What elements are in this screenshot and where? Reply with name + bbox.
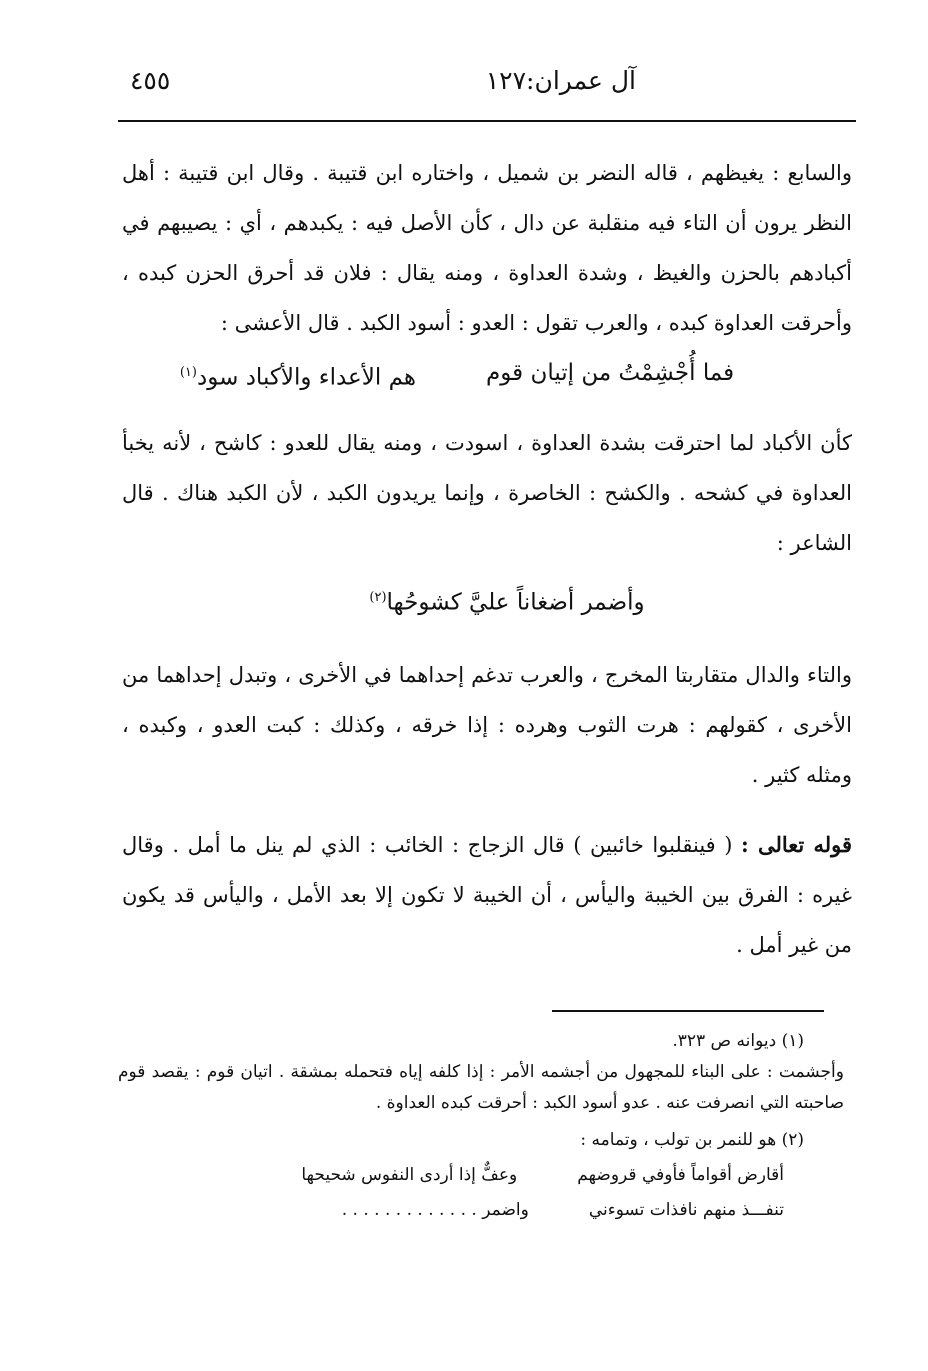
poem-row-1-second: وعفٌّ إذا أردى النفوس شحيحها bbox=[301, 1165, 518, 1185]
footnote-rule bbox=[552, 1010, 824, 1012]
footnote-marker-1: (١) bbox=[179, 365, 197, 380]
footnote-2-poem-row-2 bbox=[118, 1195, 848, 1226]
footnote-2-poem-row-1 bbox=[118, 1160, 848, 1191]
verse-1-first-hemistich: فما أُجْشِمْتُ من إتيان قوم bbox=[486, 360, 735, 386]
paragraph-3: والتاء والدال متقاربتا المخرج ، والعرب تدغم إحداهما في الأخرى ، وتبدل إحداهما من الأخرى ، كقولهم : هرت الثوب وهرده : إذا خرقه ، وكذلك : كبت العدو ، وكبده ، ومثله كثير . bbox=[122, 663, 852, 787]
footnote-2-source: (٢) هو للنمر بن تولب ، وتمامه : bbox=[580, 1130, 804, 1150]
footnotes bbox=[118, 1026, 848, 1226]
poem-row-1-first: أقارض أقواماً فأوفي قروضهم bbox=[577, 1165, 784, 1185]
paragraph-4-lead: قوله تعالى : bbox=[741, 832, 852, 857]
verse-1-second-text: هم الأعداء والأكباد سود bbox=[196, 364, 417, 391]
page-header bbox=[110, 66, 818, 106]
main-text bbox=[122, 148, 852, 970]
paragraph-4 bbox=[122, 820, 852, 970]
paragraph-1: والسابع : يغيظهم ، قاله النضر بن شميل ، واختاره ابن قتيبة . وقال ابن قتيبة : أهل النظر يرون أن التاء فيه منقلبة عن دال ، كأن الأصل فيه : يكبدهم ، أي : يصيبهم في أكبادهم بالحزن والغيظ ، وشدة العداوة ، ومنه يقال : فلان قد أحرق الحزن كبده ، وأحرقت العداوة كبده ، والعرب تقول : العدو : أسود الكبد . قال الأعشى : bbox=[122, 161, 852, 335]
footnote-1-source: (١) ديوانه ص ٣٢٣. bbox=[672, 1031, 804, 1051]
footnote-1-text: وأجشمت : على البناء للمجهول من أجشمه الأمر : إذا كلفه إياه فتحمله بمشقة . اتيان قوم : يقصد قوم صاحبته التي انصرفت عنه . عدو أسود الكبد : أحرقت كبده العداوة . bbox=[118, 1062, 844, 1113]
footnote-marker-2: (٢) bbox=[369, 590, 387, 605]
verse-1-second-hemistich bbox=[180, 348, 416, 398]
page-number: ٤٥٥ bbox=[130, 66, 171, 95]
verse-al-asha bbox=[122, 348, 852, 398]
poem-row-2-second: واضمر . . . . . . . . . . . . . bbox=[341, 1200, 529, 1220]
header-rule bbox=[118, 120, 856, 122]
surah-reference: آل عمران:١٢٧ bbox=[485, 66, 636, 95]
paragraph-4-text: ( فينقلبوا خائبين ) قال الزجاج : الخائب : الذي لم ينل ما أمل . وقال غيره : الفرق بين الخيبة واليأس ، أن الخيبة لا تكون إلا بعد الأمل ، واليأس قد يكون من غير أمل . bbox=[122, 833, 852, 957]
paragraph-2: كأن الأكباد لما احترقت بشدة العداوة ، اسودت ، ومنه يقال للعدو : كاشح ، لأنه يخبأ العداوة في كشحه . والكشح : الخاصرة ، وإنما يريدون الكبد ، لأن الكبد هناك . قال الشاعر : bbox=[122, 431, 852, 555]
verse-2-text: وأضمر أضغاناً عليَّ كشوحُها bbox=[386, 589, 645, 616]
verse-poet bbox=[122, 568, 852, 630]
poem-row-2-first: تنفـــذ منهم نافذات تسوءني bbox=[588, 1200, 784, 1220]
